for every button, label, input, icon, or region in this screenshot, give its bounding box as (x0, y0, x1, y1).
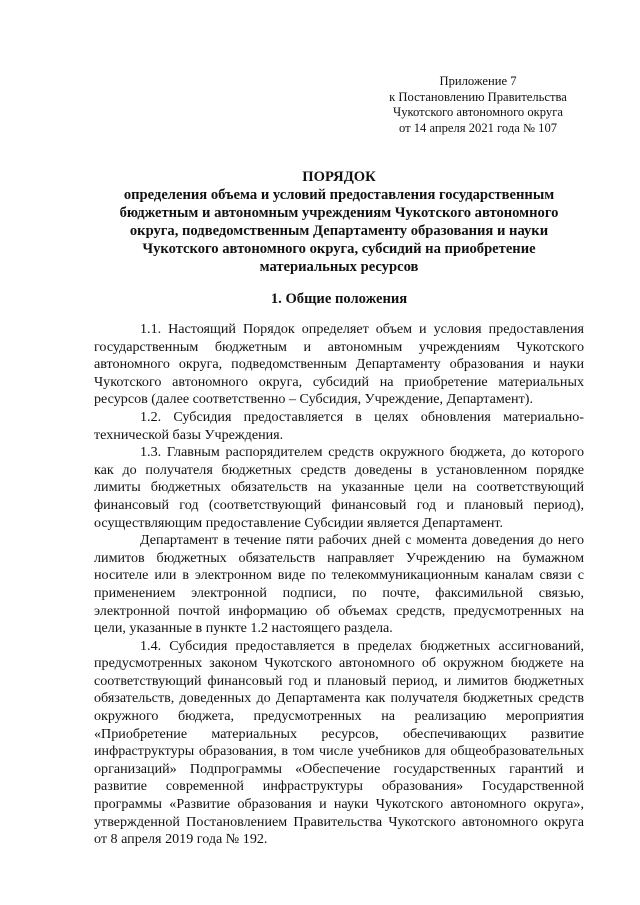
section-body (94, 321, 584, 849)
appendix-line-4: от 14 апреля 2021 года № 107 (398, 120, 558, 135)
section-heading: 1. Общие положения (270, 291, 408, 307)
document-title (94, 168, 584, 276)
appendix-line-3: Чукотского автономного округа (393, 105, 563, 120)
appendix-line-1: Приложение 7 (439, 74, 517, 88)
title-line-5: материальных ресурсов (259, 259, 419, 275)
paragraph-1-1: 1.1. Настоящий Порядок определяет объем и условия предоставления государственным бюджетным и автономным учреждениям Чукотского автономного округа, подведомственным Департаменту образования и науки Чукотского автономного округа, субсидий на приобретение материальных ресурсов (далее соответственно – Субсидия, Учреждение, Департамент). (94, 321, 584, 408)
paragraph-1-2: 1.2. Субсидия предоставляется в целях обновления материально-технической базы Учреждения. (94, 408, 584, 443)
paragraph-1-3: 1.3. Главным распорядителем средств окружного бюджета, до которого как до получателя бюджетных средств доведены в установленном порядке лимиты бюджетных обязательств на указанные цели на соответствующий финансовый год (соответствующий финансовый год и плановый период), осуществляющим предоставление Субсидии является Департамент. (94, 444, 584, 531)
paragraph-1-4: 1.4. Субсидия предоставляется в пределах бюджетных ассигнований, предусмотренных законом Чукотского автономного об окружном бюджете на соответствующий финансовый год и плановый период, и лимитов бюджетных обязательств, доведенных до Департамента как получателя бюджетных средств окружного бюджета, предусмотренных на реализацию мероприятия «Приобретение материальных ресурсов, обеспечивающих развитие инфраструктуры образования, в том числе учебников для общеобразовательных организаций» Подпрограммы «Обеспечение государственных гарантий и развитие современной инфраструктуры образования» Государственной программы «Развитие образования и науки Чукотского автономного округа», утвержденной Постановлением Правительства Чукотского автономного округа от 8 апреля 2019 года № 192. (94, 637, 584, 848)
paragraph-1-3-cont: Департамент в течение пяти рабочих дней с момента доведения до него лимитов бюджетных обязательств направляет Учреждению на бумажном носителе или в электронном виде по телекоммуникационным каналам связи с применением электронной подписи, по почте, факсимильной связью, электронной почтой информацию об объемах средств, предусмотренных на цели, указанные в пункте 1.2 настоящего раздела. (94, 532, 584, 637)
title-line-1: определения объема и условий предоставления государственным (123, 187, 555, 203)
title-heading: ПОРЯДОК (302, 169, 376, 185)
title-line-4: Чукотского автономного округа, субсидий на приобретение (142, 241, 536, 257)
appendix-block (378, 74, 578, 136)
title-line-2: бюджетным и автономным учреждениям Чукотского автономного (119, 205, 559, 221)
appendix-line-2: к Постановлению Правительства (389, 89, 567, 104)
title-line-3: округа, подведомственным Департаменту образования и науки (129, 223, 549, 239)
